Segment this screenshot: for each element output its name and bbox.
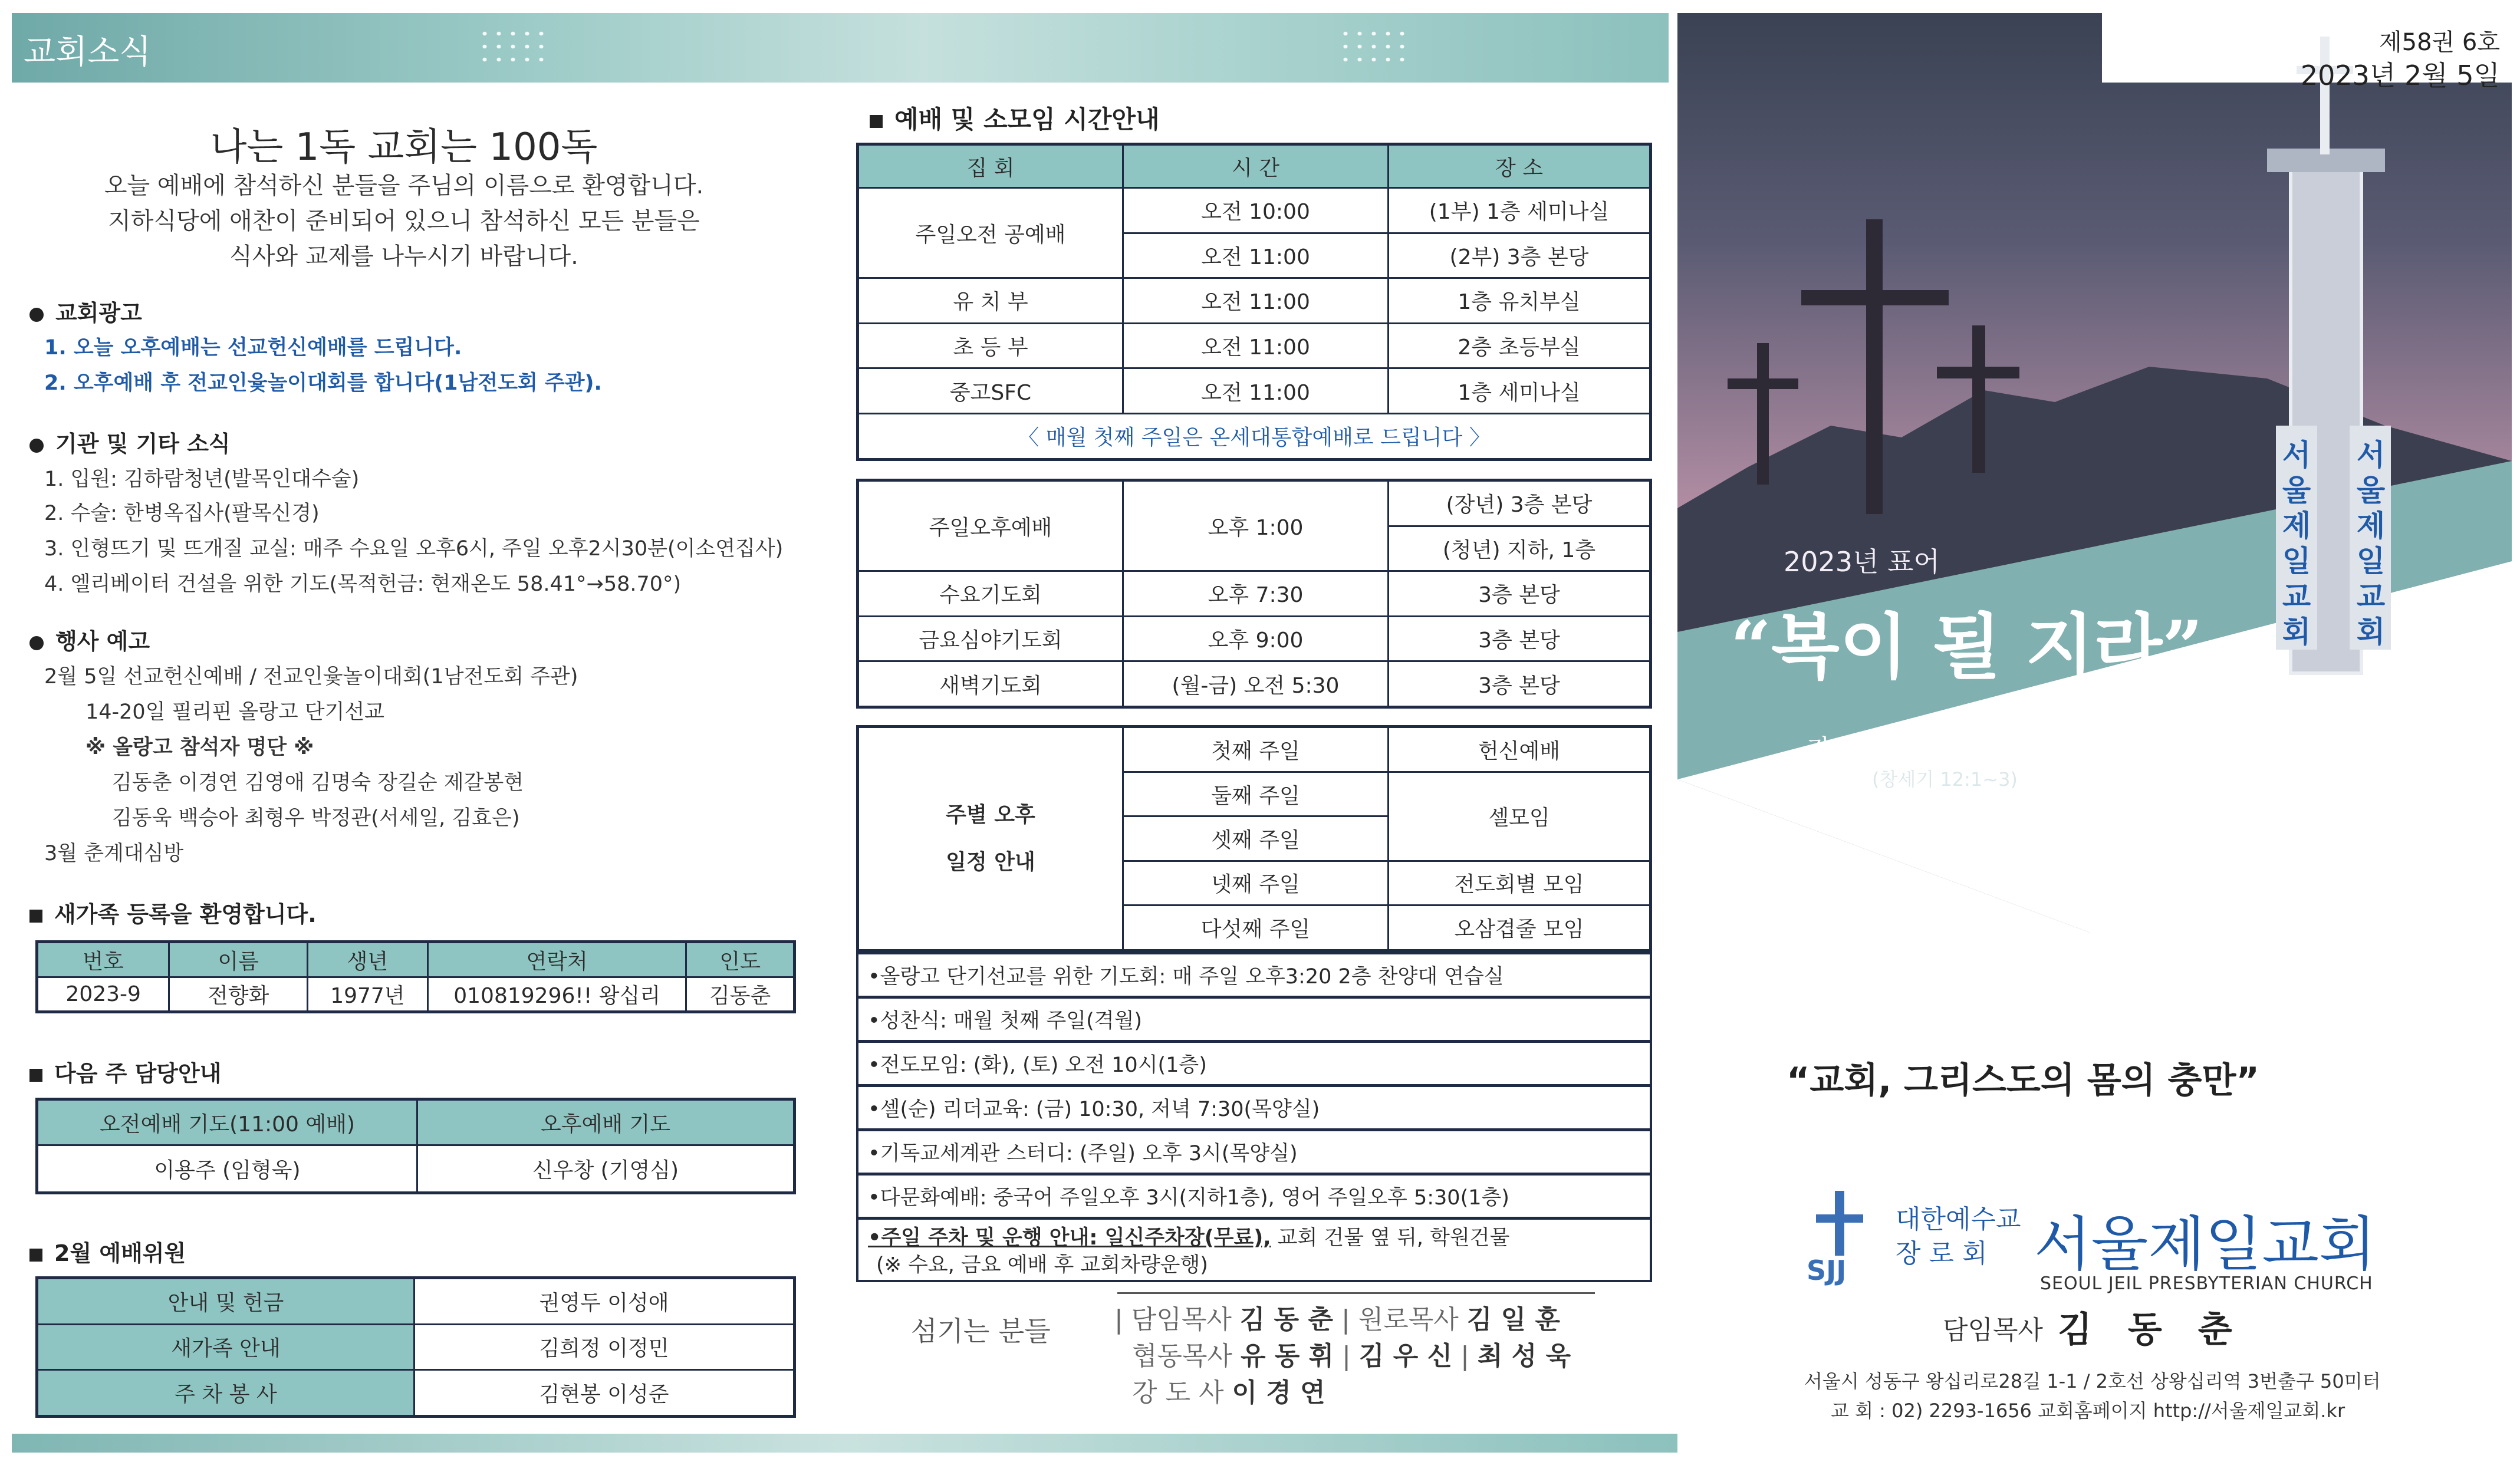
news-heading: 기관 및 기타 소식 [29,426,231,458]
church-name: 서울제일교회 [2034,1210,2376,1279]
notice-row: •기독교세계관 스터디: (주일) 오후 3시(목양실) [856,1129,1652,1175]
cell: 셀모임 [1389,772,1651,861]
notice-row: •올랑고 단기선교를 위한 기도회: 매 주일 오후3:20 2층 찬양대 연습실 [856,952,1652,998]
cell: 1층 세미나실 [1389,368,1651,414]
church-name-en: SEOUL JEIL PRESBYTERIAN CHURCH [2040,1273,2373,1294]
cell: 3층 본당 [1389,571,1651,616]
table-row [37,1145,795,1193]
cell: 수요기도회 [858,571,1123,616]
church-logo: SJJ [1804,1191,1875,1285]
denomination: 대한예수교 장 로 회 [1896,1204,2021,1269]
staff-list: | 담임목사 김 동 춘 | 원로목사 김 일 훈 협동목사 유 동 휘 | 김 우 신 | 최 성 욱 강 도 사 이 경 연 [1114,1305,1571,1408]
cell: (월-금) 오전 5:30 [1123,661,1389,707]
table-row [37,1278,795,1325]
cell: 오삼겹줄 모임 [1389,905,1651,951]
table-row [858,727,1651,772]
cell: 김희정 이정민 [414,1324,795,1369]
event-line: 김동욱 백승아 최형우 박정관(서세일, 김효은) [112,806,520,830]
pastor-label: 담임목사 [1943,1315,2044,1345]
cell: 010819296!! 왕십리 [427,977,686,1012]
cell: (2부) 3층 본당 [1389,233,1651,278]
col-header: 집 회 [858,144,1123,188]
table-row [858,278,1651,324]
col-header: 오후예배 기도 [417,1099,795,1145]
committee-table [35,1276,796,1418]
cell: 3층 본당 [1389,616,1651,661]
cell: 안내 및 헌금 [37,1278,414,1325]
events-heading: 행사 예고 [29,623,150,656]
table-row [37,1324,795,1369]
ad-item: 2. 오후예배 후 전교인윷놀이대회를 합니다(1남전도회 주관). [44,371,602,395]
news-item: 1. 입원: 김하람청년(발목인대수술) [44,467,360,491]
contact: 교 회 : 02) 2293-1656 교회홈페이지 http://서울제일교회.kr [1831,1400,2345,1422]
welcome-line: 식사와 교제를 나누시기 바랍니다. [229,243,578,270]
col-header: 인도 [686,942,795,977]
cell: 셋째 주일 [1123,816,1389,861]
event-line: 3월 춘계대심방 [44,842,184,865]
table-row [858,413,1651,459]
cell: 1층 유치부실 [1389,278,1651,324]
schedule-heading: 예배 및 소모임 시간안내 [870,100,1160,136]
staff-label: 섬기는 분들 [911,1315,1051,1347]
schedule-table [856,143,1652,461]
cell: 신우창 (기영심) [417,1145,795,1193]
cell: 넷째 주일 [1123,861,1389,905]
cell: 주일오후예배 [858,480,1123,571]
welcome-line: 오늘 예배에 참석하신 분들을 주님의 이름으로 환영합니다. [104,172,704,199]
cell: 오후 1:00 [1123,480,1389,571]
notice-row: •성찬식: 매월 첫째 주일(격월) [856,996,1652,1042]
cell: (장년) 3층 본당 [1389,480,1651,526]
notice-row: •다문화예배: 중국어 주일오후 3시(지하1층), 영어 주일오후 5:30(1층) [856,1173,1652,1219]
cell: 주 차 봉 사 [37,1370,414,1417]
pastor-name: 김 동 춘 [2058,1309,2244,1351]
cover-verse: (창세기 12:1~3) [1872,768,2018,791]
table-row [858,368,1651,414]
committee-heading: 2월 예배위원 [29,1235,186,1267]
cell: 유 치 부 [858,278,1123,324]
event-line: ※ 올랑고 참석자 명단 ※ [85,736,314,759]
col-header: 이름 [169,942,308,977]
cell: 다섯째 주일 [1123,905,1389,951]
bottom-banner [12,1434,1677,1453]
table-row [858,323,1651,368]
volume: 제58권 6호 [2379,29,2500,56]
ad-item: 1. 오늘 오후예배는 선교헌신예배를 드립니다. [44,336,462,360]
cell: 김동춘 [686,977,795,1012]
address: 서울시 성동구 왕십리로28길 1-1 / 2호선 상왕십리역 3번출구 50미터 [1804,1370,2381,1392]
tower-sign: 서울제일교회 [2282,438,2311,649]
cover-image [1677,13,2512,933]
cell: 둘째 주일 [1123,772,1389,816]
top-banner [12,13,1669,83]
duty-table [35,1098,796,1194]
ads-heading: 교회광고 [29,295,142,327]
cell: 김현봉 이성준 [414,1370,795,1417]
table-row [858,480,1651,526]
tower-sign: 서울제일교회 [2356,438,2386,649]
cell: 오전 11:00 [1123,323,1389,368]
cell: 3층 본당 [1389,661,1651,707]
welcome-title: 나는 1독 교회는 100독 [210,126,598,169]
cell: 중고SFC [858,368,1123,414]
motto: “복이 될 지라” [1731,605,2203,689]
duty-heading: 다음 주 담당안내 [29,1055,221,1088]
table-row [858,661,1651,707]
cell: 2023-9 [37,977,169,1012]
newcomers-table [35,940,796,1013]
col-header: 오전예배 기도(11:00 예배) [37,1099,417,1145]
cell: 오전 11:00 [1123,233,1389,278]
table-row [37,977,795,1012]
newcomers-heading: 새가족 등록을 환영합니다. [29,896,317,928]
cell: 오전 10:00 [1123,188,1389,233]
col-header: 시 간 [1123,144,1389,188]
cell: 초 등 부 [858,323,1123,368]
notice-row: •셀(순) 리더교육: (금) 10:30, 저녁 7:30(목양실) [856,1085,1652,1131]
cell: (청년) 지하, 1층 [1389,526,1651,571]
welcome-line: 지하식당에 애찬이 준비되어 있으니 참석하신 모든 분들은 [108,208,700,235]
news-item: 3. 인형뜨기 및 뜨개질 교실: 매주 수요일 오후6시, 주일 오후2시30분(이소연집사) [44,537,784,561]
cell: 권영두 이성애 [414,1278,795,1325]
cell: 금요심야기도회 [858,616,1123,661]
cell: 새벽기도회 [858,661,1123,707]
cell: 주일오전 공예배 [858,188,1123,278]
cell: 오전 11:00 [1123,368,1389,414]
news-item: 2. 수술: 한병옥집사(팔목신경) [44,502,320,525]
schedule-table-2 [856,479,1652,709]
weekly-label: 주별 오후 일정 안내 [858,727,1123,951]
cell: 전향화 [169,977,308,1012]
cell: 첫째 주일 [1123,727,1389,772]
col-header: 장 소 [1389,144,1651,188]
section-label: 교회소식 [24,33,152,71]
divider [1117,1292,1595,1294]
news-item: 4. 엘리베이터 건설을 위한 기도(목적헌금: 현재온도 58.41°→58.70°) [44,572,682,596]
dot-pattern [478,27,548,68]
table-row [858,616,1651,661]
cell: 오후 9:00 [1123,616,1389,661]
cell: 전도회별 모임 [1389,861,1651,905]
cell: (1부) 1층 세미나실 [1389,188,1651,233]
event-line: 14-20일 필리핀 올랑고 단기선교 [85,700,384,724]
church-quote: “교회, 그리스도의 몸의 충만” [1787,1060,2259,1101]
table-row [37,1370,795,1417]
cell: 오전 11:00 [1123,278,1389,324]
weekly-table [856,725,1652,952]
cell: 1977년 [307,977,427,1012]
notice-row: •전도모임: (화), (토) 오전 10시(1층) [856,1040,1652,1086]
year-motto: 2023년 표어 [1784,546,1940,578]
dot-pattern [1338,27,1409,68]
cell: 2층 초등부실 [1389,323,1651,368]
table-row [858,188,1651,233]
table-row [858,571,1651,616]
col-header: 생년 [307,942,427,977]
cell: 오후 7:30 [1123,571,1389,616]
col-header: 연락처 [427,942,686,977]
cover-sub: 가정과 교회, 이웃과 열방에 [1807,734,2102,763]
event-line: 2월 5일 선교헌신예배 / 전교인윷놀이대회(1남전도회 주관) [44,665,578,689]
cell: 새가족 안내 [37,1324,414,1369]
issue-date: 2023년 2월 5일 [2300,60,2500,91]
cell: 이용주 (임형욱) [37,1145,417,1193]
col-header: 번호 [37,942,169,977]
first-sunday-note: 〈 매월 첫째 주일은 온세대통합예배로 드립니다 〉 [858,413,1651,459]
cell: 헌신예배 [1389,727,1651,772]
event-line: 김동춘 이경연 김영애 김명숙 장길순 제갈봉현 [112,771,524,795]
parking-notice: •주일 주차 및 운행 안내: 일신주차장(무료), 교회 건물 옆 뒤, 학원건물 (※ 수요, 금요 예배 후 교회차량운행) [856,1217,1652,1282]
